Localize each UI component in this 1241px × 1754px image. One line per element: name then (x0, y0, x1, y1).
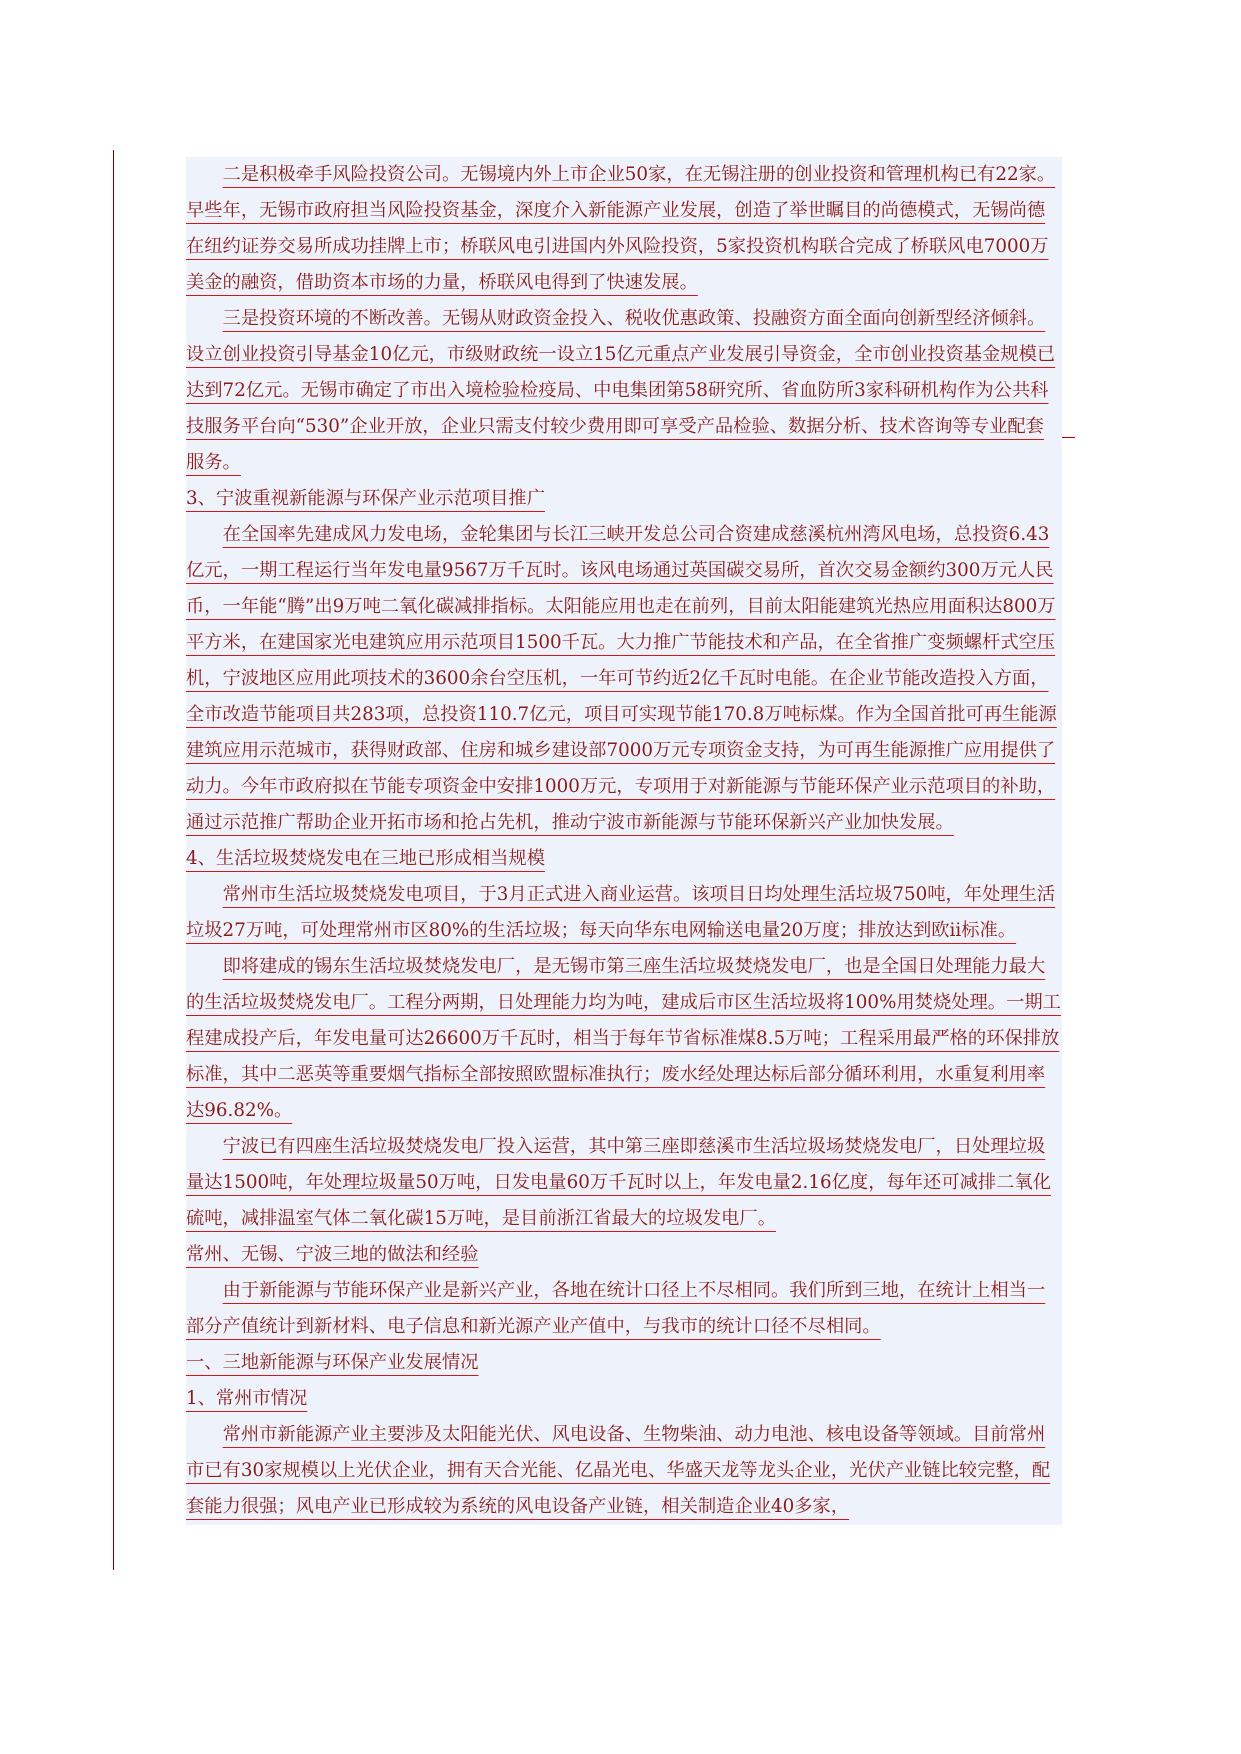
section-heading-ningbo-demo: 3、宁波重视新能源与环保产业示范项目推广 (186, 488, 545, 509)
paragraph-risk-investment: 二是积极牵手风险投资公司。无锡境内外上市企业50家，在无锡注册的创业投资和管理机构已有22家。早些年，无锡市政府担当风险投资基金，深度介入新能源产业发展，创造了举世瞩目的尚德模式，无锡尚德在纽约证券交易所成功挂牌上市；桥联风电引进国内外风险投资，5家投资机构联合完成了桥联风电7000万美金的融资，借助资本市场的力量，桥联风电得到了快速发展。 (186, 164, 1056, 293)
section-heading-experience: 常州、无锡、宁波三地的做法和经验 (186, 1244, 479, 1265)
section-heading-changzhou: 1、常州市情况 (186, 1388, 308, 1409)
paragraph-xidong-waste: 即将建成的锡东生活垃圾焚烧发电厂，是无锡市第三座生活垃圾焚烧发电厂，也是全国日处理能力最大的生活垃圾焚烧发电厂。工程分两期，日处理能力均为吨，建成后市区生活垃圾将100%用焚烧处理。一期工程建成投产后，年发电量可达26600万千瓦时，相当于每年节省标准煤8.5万吨；工程采用最严格的环保排放标准，其中二恶英等重要烟气指标全部按照欧盟标准执行；废水经处理达标后部分循环利用，水重复利用率达96.82%。 (186, 956, 1061, 1121)
paragraph-ningbo-wind-solar: 在全国率先建成风力发电场，金轮集团与长江三峡开发总公司合资建成慈溪杭州湾风电场，总投资6.43亿元，一期工程运行当年发电量9567万千瓦时。该风电场通过英国碳交易所，首次交易金额约300万元人民币，一年能“腾”出9万吨二氧化碳减排指标。太阳能应用也走在前列，目前太阳能建筑光热应用面积达800万平方米，在建国家光电建筑应用示范项目1500千瓦。大力推广节能技术和产品，在全省推广变频螺杆式空压机，宁波地区应用此项技术的3600余台空压机，一年可节约近2亿千瓦时电能。在企业节能改造投入方面，全市改造节能项目共283项，总投资110.7亿元，项目可实现节能170.8万吨标煤。作为全国首批可再生能源建筑应用示范城市，获得财政部、住房和城乡建设部7000万元专项资金支持，为可再生能源推广应用提供了动力。今年市政府拟在节能专项资金中安排1000万元，专项用于对新能源与节能环保产业示范项目的补助，通过示范推广帮助企业开拓市场和抢占先机，推动宁波市新能源与节能环保新兴产业加快发展。 (186, 524, 1057, 833)
revision-mark (1062, 437, 1075, 438)
paragraph-ningbo-waste: 宁波已有四座生活垃圾焚烧发电厂投入运营，其中第三座即慈溪市生活垃圾场焚烧发电厂，日处理垃圾量达1500吨，年处理垃圾量50万吨，日发电量60万千瓦时以上，年发电量2.16亿度，每年还可减排二氧化硫吨，减排温室气体二氧化碳15万吨，是目前浙江省最大的垃圾发电厂。 (186, 1136, 1052, 1229)
paragraph-statistics: 由于新能源与节能环保产业是新兴产业，各地在统计口径上不尽相同。我们所到三地，在统计上相当一部分产值统计到新材料、电子信息和新光源产业产值中，与我市的统计口径不尽相同。 (186, 1280, 1046, 1337)
paragraph-changzhou-waste: 常州市生活垃圾焚烧发电项目，于3月正式进入商业运营。该项目日均处理生活垃圾750吨，年处理生活垃圾27万吨，可处理常州市区80%的生活垃圾；每天向华东电网输送电量20万度；排放达到欧ii标准。 (186, 884, 1056, 941)
section-heading-industry-status: 一、三地新能源与环保产业发展情况 (186, 1352, 479, 1373)
paragraph-changzhou-industry: 常州市新能源产业主要涉及太阳能光伏、风电设备、生物柴油、动力电池、核电设备等领域。目前常州市已有30家规模以上光伏企业，拥有天合光能、亿晶光电、华盛天龙等龙头企业，光伏产业链比较完整，配套能力很强；风电产业已形成较为系统的风电设备产业链，相关制造企业40多家， (186, 1424, 1051, 1517)
paragraph-investment-environment: 三是投资环境的不断改善。无锡从财政资金投入、税收优惠政策、投融资方面全面向创新型经济倾斜。设立创业投资引导基金10亿元，市级财政统一设立15亿元重点产业发展引导资金，全市创业投资基金规模已达到72亿元。无锡市确定了市出入境检验检疫局、中电集团第58研究所、省血防所3家科研机构作为公共科技服务平台向“530”企业开放，企业只需支付较少费用即可享受产品检验、数据分析、技术咨询等专业配套服务。 (186, 308, 1056, 473)
section-heading-waste-power: 4、生活垃圾焚烧发电在三地已形成相当规模 (186, 848, 545, 869)
document-body (186, 157, 1062, 1525)
page-margin-line (113, 150, 114, 1570)
